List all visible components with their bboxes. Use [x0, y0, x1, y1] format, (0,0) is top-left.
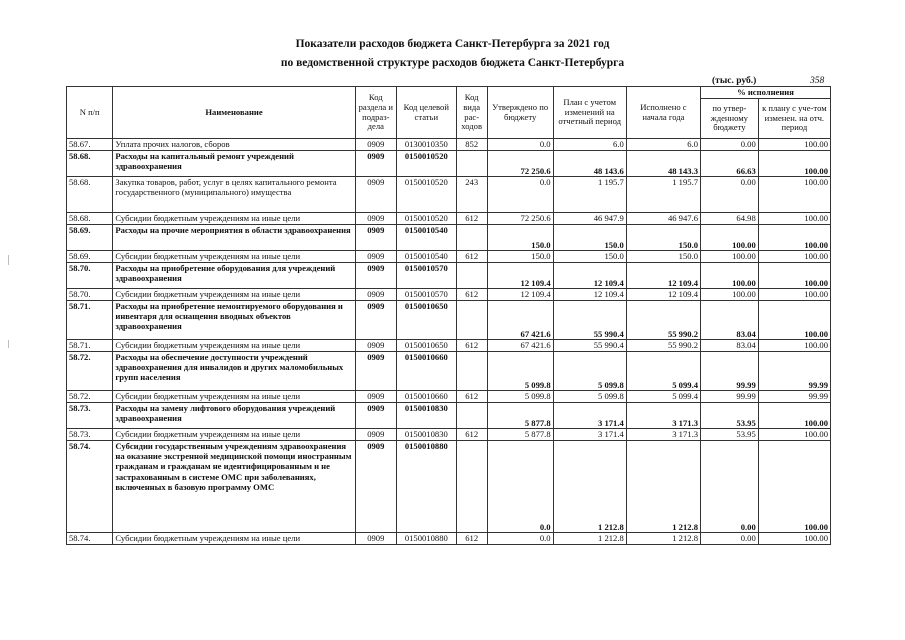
cell-section-code: 0909	[355, 429, 396, 441]
table-row	[67, 225, 831, 251]
cell-name: Субсидии бюджетным учреждениям на иные цели	[113, 391, 355, 403]
header-pct-budget: по утвер-жденному бюджету	[701, 99, 759, 139]
units-label: (тыс. руб.)	[712, 76, 757, 86]
cell-executed: 55 990.2	[626, 340, 700, 352]
cell-target-code: 0150010880	[396, 533, 456, 545]
cell-pct-budget: 0.00	[701, 139, 759, 151]
cell-type-code	[456, 301, 487, 340]
cell-executed: 150.0	[626, 225, 700, 251]
cell-plan: 150.0	[553, 225, 626, 251]
header-execution-pct: % исполнения	[701, 87, 831, 99]
cell-type-code	[456, 441, 487, 533]
cell-approved: 0.0	[487, 533, 553, 545]
cell-pct-plan: 100.00	[758, 441, 830, 533]
cell-target-code: 0150010660	[396, 352, 456, 391]
cell-executed: 3 171.3	[626, 429, 700, 441]
cell-plan: 5 099.8	[553, 352, 626, 391]
cell-num: 58.70.	[67, 289, 113, 301]
cell-num: 58.72.	[67, 391, 113, 403]
cell-pct-budget: 0.00	[701, 441, 759, 533]
cell-section-code: 0909	[355, 533, 396, 545]
cell-pct-budget: 100.00	[701, 225, 759, 251]
cell-section-code: 0909	[355, 177, 396, 213]
cell-pct-plan: 100.00	[758, 263, 830, 289]
cell-approved: 67 421.6	[487, 301, 553, 340]
cell-num: 58.70.	[67, 263, 113, 289]
cell-name: Расходы на замену лифтового оборудования учреждений здравоохранения	[113, 403, 355, 429]
cell-name: Субсидии государственным учреждениям здравоохранения на оказание экстренной медицинской помощи иностранным гражданам и гражданам не идентифицированным и не застрахованным в системе ОМС при заболеваниях, включенных в базовую программу ОМС	[113, 441, 355, 533]
cell-pct-budget: 99.99	[701, 352, 759, 391]
cell-target-code: 0150010830	[396, 429, 456, 441]
cell-pct-plan: 99.99	[758, 391, 830, 403]
cell-pct-plan: 100.00	[758, 177, 830, 213]
cell-name: Расходы на приобретение немонтируемого оборудования и инвентаря для оснащения вводных объектов здравоохранения	[113, 301, 355, 340]
cell-section-code: 0909	[355, 139, 396, 151]
cell-section-code: 0909	[355, 340, 396, 352]
table-row	[67, 403, 831, 429]
table-row	[67, 429, 831, 441]
cell-name: Расходы на обеспечение доступности учреждений здравоохранения для инвалидов и других маломобильных групп населения	[113, 352, 355, 391]
cell-pct-plan: 100.00	[758, 251, 830, 263]
cell-type-code: 612	[456, 533, 487, 545]
header-num: N п/п	[67, 87, 113, 139]
cell-type-code: 612	[456, 391, 487, 403]
header-target-code: Код целевой статьи	[396, 87, 456, 139]
cell-pct-plan: 100.00	[758, 213, 830, 225]
cell-target-code: 0150010830	[396, 403, 456, 429]
page-number: 358	[810, 76, 825, 86]
table-row	[67, 139, 831, 151]
cell-plan: 48 143.6	[553, 151, 626, 177]
cell-num: 58.71.	[67, 301, 113, 340]
cell-target-code: 0150010650	[396, 301, 456, 340]
cell-pct-plan: 100.00	[758, 151, 830, 177]
cell-executed: 12 109.4	[626, 263, 700, 289]
cell-type-code	[456, 403, 487, 429]
cell-section-code: 0909	[355, 391, 396, 403]
cell-pct-budget: 99.99	[701, 391, 759, 403]
cell-executed: 3 171.3	[626, 403, 700, 429]
cell-plan: 6.0	[553, 139, 626, 151]
cell-name: Уплата прочих налогов, сборов	[113, 139, 355, 151]
cell-approved: 0.0	[487, 441, 553, 533]
table-row	[67, 441, 831, 533]
table-row	[67, 533, 831, 545]
table-row	[67, 263, 831, 289]
cell-executed: 55 990.2	[626, 301, 700, 340]
cell-executed: 1 212.8	[626, 441, 700, 533]
cell-section-code: 0909	[355, 151, 396, 177]
cell-name: Расходы на прочие мероприятия в области здравоохранения	[113, 225, 355, 251]
cell-approved: 67 421.6	[487, 340, 553, 352]
cell-section-code: 0909	[355, 263, 396, 289]
cell-pct-budget: 0.00	[701, 533, 759, 545]
cell-pct-plan: 100.00	[758, 289, 830, 301]
header-type-code: Код вида рас-ходов	[456, 87, 487, 139]
cell-executed: 5 099.4	[626, 391, 700, 403]
cell-target-code: 0150010650	[396, 340, 456, 352]
cell-plan: 12 109.4	[553, 289, 626, 301]
cell-approved: 5 877.8	[487, 403, 553, 429]
cell-approved: 0.0	[487, 139, 553, 151]
margin-mark	[8, 340, 9, 348]
report-title: Показатели расходов бюджета Санкт-Петербурга за 2021 год	[295, 38, 610, 50]
cell-plan: 1 212.8	[553, 533, 626, 545]
cell-num: 58.69.	[67, 251, 113, 263]
cell-section-code: 0909	[355, 403, 396, 429]
cell-approved: 5 099.8	[487, 391, 553, 403]
table-row	[67, 352, 831, 391]
cell-name: Закупка товаров, работ, услуг в целях капитального ремонта государственного (муниципального) имущества	[113, 177, 355, 213]
cell-approved: 150.0	[487, 225, 553, 251]
header-executed: Исполнено с начала года	[626, 87, 700, 139]
cell-type-code	[456, 225, 487, 251]
cell-approved: 5 877.8	[487, 429, 553, 441]
cell-name: Расходы на приобретение оборудования для учреждений здравоохранения	[113, 263, 355, 289]
cell-target-code: 0150010570	[396, 289, 456, 301]
table-body	[67, 139, 831, 545]
table-row	[67, 177, 831, 213]
cell-pct-budget: 100.00	[701, 289, 759, 301]
cell-pct-plan: 100.00	[758, 225, 830, 251]
cell-num: 58.73.	[67, 403, 113, 429]
table-row	[67, 391, 831, 403]
cell-num: 58.68.	[67, 151, 113, 177]
cell-target-code: 0150010520	[396, 177, 456, 213]
cell-pct-budget: 100.00	[701, 263, 759, 289]
cell-type-code: 612	[456, 340, 487, 352]
cell-target-code: 0150010660	[396, 391, 456, 403]
cell-type-code: 612	[456, 429, 487, 441]
cell-executed: 6.0	[626, 139, 700, 151]
cell-approved: 72 250.6	[487, 213, 553, 225]
cell-target-code: 0150010570	[396, 263, 456, 289]
cell-num: 58.72.	[67, 352, 113, 391]
cell-type-code	[456, 151, 487, 177]
cell-type-code	[456, 352, 487, 391]
cell-name: Субсидии бюджетным учреждениям на иные цели	[113, 533, 355, 545]
cell-name: Субсидии бюджетным учреждениям на иные цели	[113, 289, 355, 301]
cell-approved: 0.0	[487, 177, 553, 213]
cell-executed: 12 109.4	[626, 289, 700, 301]
cell-pct-plan: 99.99	[758, 352, 830, 391]
cell-section-code: 0909	[355, 225, 396, 251]
header-pct-plan: к плану с уче-том изменен. на отч. период	[758, 99, 830, 139]
cell-pct-plan: 100.00	[758, 403, 830, 429]
table-row	[67, 289, 831, 301]
cell-type-code: 612	[456, 213, 487, 225]
margin-mark	[8, 255, 9, 265]
cell-pct-budget: 53.95	[701, 429, 759, 441]
cell-num: 58.67.	[67, 139, 113, 151]
cell-plan: 46 947.9	[553, 213, 626, 225]
cell-pct-budget: 83.04	[701, 301, 759, 340]
cell-num: 58.73.	[67, 429, 113, 441]
cell-executed: 48 143.3	[626, 151, 700, 177]
cell-plan: 150.0	[553, 251, 626, 263]
cell-pct-budget: 83.04	[701, 340, 759, 352]
cell-plan: 3 171.4	[553, 403, 626, 429]
cell-section-code: 0909	[355, 289, 396, 301]
cell-target-code: 0130010350	[396, 139, 456, 151]
cell-plan: 1 212.8	[553, 441, 626, 533]
cell-section-code: 0909	[355, 213, 396, 225]
cell-executed: 5 099.4	[626, 352, 700, 391]
cell-pct-plan: 100.00	[758, 533, 830, 545]
cell-plan: 55 990.4	[553, 301, 626, 340]
cell-type-code: 852	[456, 139, 487, 151]
cell-executed: 150.0	[626, 251, 700, 263]
cell-pct-budget: 64.98	[701, 213, 759, 225]
cell-num: 58.69.	[67, 225, 113, 251]
cell-plan: 55 990.4	[553, 340, 626, 352]
cell-pct-budget: 0.00	[701, 177, 759, 213]
cell-approved: 12 109.4	[487, 263, 553, 289]
cell-target-code: 0150010880	[396, 441, 456, 533]
cell-target-code: 0150010520	[396, 151, 456, 177]
cell-executed: 1 212.8	[626, 533, 700, 545]
cell-num: 58.68.	[67, 177, 113, 213]
cell-pct-plan: 100.00	[758, 139, 830, 151]
cell-num: 58.68.	[67, 213, 113, 225]
table-row	[67, 151, 831, 177]
cell-target-code: 0150010540	[396, 225, 456, 251]
cell-executed: 1 195.7	[626, 177, 700, 213]
cell-pct-plan: 100.00	[758, 340, 830, 352]
cell-approved: 72 250.6	[487, 151, 553, 177]
cell-section-code: 0909	[355, 251, 396, 263]
cell-type-code: 612	[456, 251, 487, 263]
table-row	[67, 213, 831, 225]
cell-name: Субсидии бюджетным учреждениям на иные цели	[113, 340, 355, 352]
report-subtitle: по ведомственной структуре расходов бюджета Санкт-Петербурга	[280, 57, 625, 69]
cell-name: Расходы на капитальный ремонт учреждений здравоохранения	[113, 151, 355, 177]
cell-section-code: 0909	[355, 441, 396, 533]
expenditure-table	[66, 86, 831, 545]
cell-type-code: 243	[456, 177, 487, 213]
cell-plan: 1 195.7	[553, 177, 626, 213]
table-row	[67, 340, 831, 352]
cell-name: Субсидии бюджетным учреждениям на иные цели	[113, 429, 355, 441]
cell-pct-plan: 100.00	[758, 301, 830, 340]
cell-pct-budget: 66.63	[701, 151, 759, 177]
cell-num: 58.74.	[67, 441, 113, 533]
cell-approved: 150.0	[487, 251, 553, 263]
header-approved: Утверждено по бюджету	[487, 87, 553, 139]
cell-name: Субсидии бюджетным учреждениям на иные цели	[113, 213, 355, 225]
cell-num: 58.74.	[67, 533, 113, 545]
cell-target-code: 0150010520	[396, 213, 456, 225]
table-row	[67, 301, 831, 340]
cell-type-code	[456, 263, 487, 289]
header-plan: План с учетом изменений на отчетный период	[553, 87, 626, 139]
cell-name: Субсидии бюджетным учреждениям на иные цели	[113, 251, 355, 263]
cell-plan: 5 099.8	[553, 391, 626, 403]
cell-plan: 3 171.4	[553, 429, 626, 441]
cell-plan: 12 109.4	[553, 263, 626, 289]
cell-type-code: 612	[456, 289, 487, 301]
cell-section-code: 0909	[355, 301, 396, 340]
table-row	[67, 251, 831, 263]
cell-pct-plan: 100.00	[758, 429, 830, 441]
cell-pct-budget: 100.00	[701, 251, 759, 263]
cell-pct-budget: 53.95	[701, 403, 759, 429]
cell-approved: 12 109.4	[487, 289, 553, 301]
header-name: Наименование	[113, 87, 355, 139]
cell-target-code: 0150010540	[396, 251, 456, 263]
cell-approved: 5 099.8	[487, 352, 553, 391]
cell-section-code: 0909	[355, 352, 396, 391]
cell-executed: 46 947.6	[626, 213, 700, 225]
cell-num: 58.71.	[67, 340, 113, 352]
header-section-code: Код раздела и подраз-дела	[355, 87, 396, 139]
